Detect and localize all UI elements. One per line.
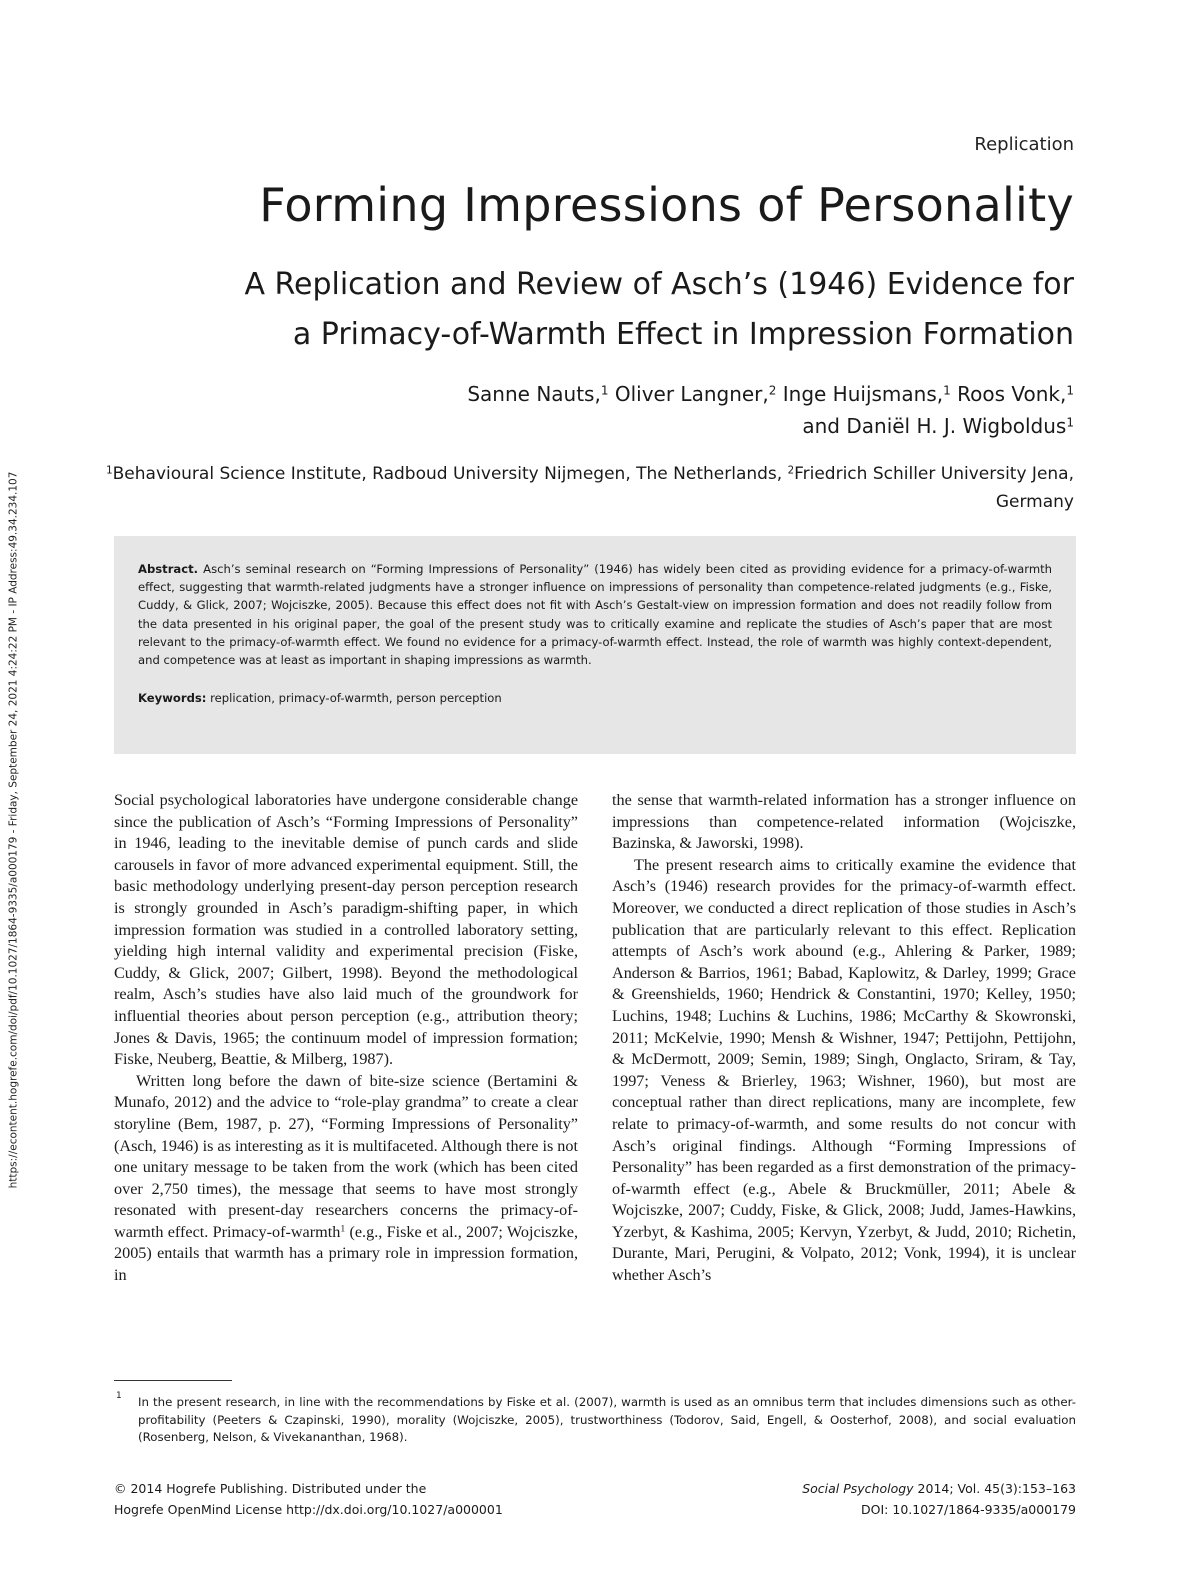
author-name: and Daniël H. J. Wigboldus: [802, 414, 1067, 438]
journal-line: [576, 1478, 1076, 1499]
journal-citation: [576, 1478, 1076, 1520]
affiliations: [74, 460, 1074, 516]
author-name: Roos Vonk,: [957, 382, 1067, 406]
keywords: [138, 691, 1052, 705]
abstract-label: Abstract.: [138, 562, 199, 576]
affiliation-number: 1: [106, 465, 113, 477]
footnote-divider: [114, 1380, 232, 1381]
author-affiliation-mark: 1: [943, 383, 951, 398]
license-line: Hogrefe OpenMind License http://dx.doi.org/10.1027/a000001: [114, 1502, 503, 1517]
body-column-right: [612, 790, 1076, 1287]
author-line: [174, 378, 1074, 410]
abstract-text: Asch’s seminal research on “Forming Impressions of Personality” (1946) has widely been cited as providing evidence for a primacy-of-warmth effect, suggesting that warmth-related judgments have a stronger influence on impressions of personality than competence-related judgments (e.g., Fiske, Cuddy, & Glick, 2007; Wojciszke, 2005). Because this effect does not fit with Asch’s Gestalt-view on impression formation and does not readily follow from the data presented in his original paper, the goal of the present study was to critically examine and replicate the studies of Asch’s paper that are most relevant to the primacy-of-warmth effect. We found no evidence for a primacy-of-warmth effect. Instead, the role of warmth was highly context-dependent, and competence was at least as important in shaping impressions as warmth.: [138, 562, 1053, 668]
article-subtitle: [94, 260, 1074, 360]
body-column-left: [114, 790, 578, 1287]
article-type-label: Replication: [974, 134, 1074, 155]
abstract: [138, 560, 1052, 669]
copyright-notice: [114, 1478, 614, 1520]
copyright-line: © 2014 Hogrefe Publishing. Distributed under the: [114, 1481, 427, 1496]
affiliation-number: 2: [787, 465, 795, 477]
download-note: https://econtent.hogrefe.com/doi/pdf/10.1027/1864-9335/a000179 - Friday, September 24, 2021 4:24:22 PM - IP Address:49.34.234.107: [7, 471, 19, 1189]
body-paragraph: [114, 1071, 578, 1287]
author-name: Inge Huijsmans,: [782, 382, 944, 406]
article-title: Forming Impressions of Personality: [259, 178, 1074, 232]
footnote-mark: 1: [116, 1391, 122, 1401]
author-affiliation-mark: 2: [768, 383, 777, 398]
body-text: (e.g., Fiske et al., 2007; Wojciszke, 2005) entails that warmth has a primary role in impression formation, in: [114, 1222, 578, 1285]
journal-name: Social Psychology: [802, 1481, 914, 1496]
subtitle-line: a Primacy-of-Warmth Effect in Impression Formation: [292, 317, 1074, 352]
footnote-reference[interactable]: 1: [340, 1223, 346, 1235]
affiliation-text: Behavioural Science Institute, Radboud University Nijmegen, The Netherlands,: [112, 464, 783, 484]
keywords-text: replication, primacy-of-warmth, person perception: [210, 691, 502, 706]
body-paragraph: The present research aims to critically examine the evidence that Asch’s (1946) research provides for the primacy-of-warmth effect. Moreover, we conducted a direct replication of those studies in Asch’s publication that are particularly relevant to this effect. Replication attempts of Asch’s work abound (e.g., Ahlering & Parker, 1989; Anderson & Barrios, 1961; Babad, Kaplowitz, & Darley, 1999; Grace & Greenshields, 1960; Hendrick & Constantini, 1970; Kelley, 1950; Luchins, 1948; Luchins & Luchins, 1986; McCarthy & Skowronski, 2011; McKelvie, 1990; Mensh & Wishner, 1947; Pettijohn, Pettijohn, & McDermott, 2009; Semin, 1989; Singh, Onglacto, Sriram, & Tay, 1997; Veness & Brierley, 1963; Wishner, 1960), but most are conceptual rather than direct replications, many are incomplete, few relate to primacy-of-warmth, and some results do not concur with Asch’s original findings. Although “Forming Impressions of Personality” has been regarded as a first demonstration of the primacy-of-warmth effect (e.g., Abele & Bruckmüller, 2011; Abele & Wojciszke, 2007; Cuddy, Fiske, & Glick, 2008; Judd, James-Hawkins, Yzerbyt, & Kashima, 2005; Kervyn, Yzerbyt, & Judd, 2010; Richetin, Durante, Mari, Perugini, & Volpato, 2012; Vonk, 1994), it is unclear whether Asch’s: [612, 855, 1076, 1285]
keywords-label: Keywords:: [138, 691, 207, 706]
journal-volume: 2014; Vol. 45(3):153–163: [913, 1481, 1076, 1496]
body-text: Written long before the dawn of bite-size science (Bertamini & Munafo, 2012) and the advice to “role-play grandma” to create a clear storyline (Bem, 1987, p. 27), “Forming Impressions of Personality” (Asch, 1946) is as interesting as it is multifaceted. Although there is not one unitary message to be taken from the work (which has been cited over 2,750 times), the message that seems to have most strongly resonated with present-day researchers concerns the primacy-of-warmth effect. Primacy-of-warmth: [114, 1071, 578, 1241]
author-name: Sanne Nauts,: [467, 382, 601, 406]
affiliation-text: Friedrich Schiller University Jena, Germany: [794, 464, 1074, 512]
author-line: [174, 410, 1074, 442]
author-list: [174, 378, 1074, 442]
footnote-text: In the present research, in line with the recommendations by Fiske et al. (2007), warmth is used as an omnibus term that includes dimensions such as other-profitability (Peeters & Czapinski, 1990), morality (Wojciszke, 2005), trustworthiness (Todorov, Said, Engell, & Oosterhof, 2008), and social evaluation (Rosenberg, Nelson, & Vivekananthan, 1968).: [138, 1395, 1076, 1444]
author-affiliation-mark: 1: [600, 383, 609, 398]
body-paragraph: the sense that warmth-related information has a stronger influence on impressions than competence-related information (Wojciszke, Bazinska, & Jaworski, 1998).: [612, 791, 1076, 853]
author-name: Oliver Langner,: [614, 382, 769, 406]
subtitle-line: A Replication and Review of Asch’s (1946) Evidence for: [244, 267, 1074, 302]
download-watermark: [0, 340, 26, 1320]
abstract-box: [114, 536, 1076, 754]
body-paragraph: Social psychological laboratories have undergone considerable change since the publication of Asch’s “Forming Impressions of Personality” in 1946, leading to the inevitable demise of punch cards and slide carousels in favor of more advanced experimental equipment. Still, the basic methodology underlying present-day person perception research is strongly grounded in Asch’s paradigm-shifting paper, in which impression formation was studied in a controlled laboratory setting, yielding high internal validity and experimental precision (Fiske, Cuddy, & Glick, 2007; Gilbert, 1998). Beyond the methodological realm, Asch’s studies have also laid much of the groundwork for influential theories about person perception (e.g., attribution theory; Jones & Davis, 1965; the continuum model of impression formation; Fiske, Neuberg, Beattie, & Milberg, 1987).: [114, 791, 578, 1069]
doi-line: DOI: 10.1027/1864-9335/a000179: [861, 1502, 1076, 1517]
author-affiliation-mark: 1: [1066, 383, 1074, 398]
author-affiliation-mark: 1: [1066, 415, 1074, 430]
